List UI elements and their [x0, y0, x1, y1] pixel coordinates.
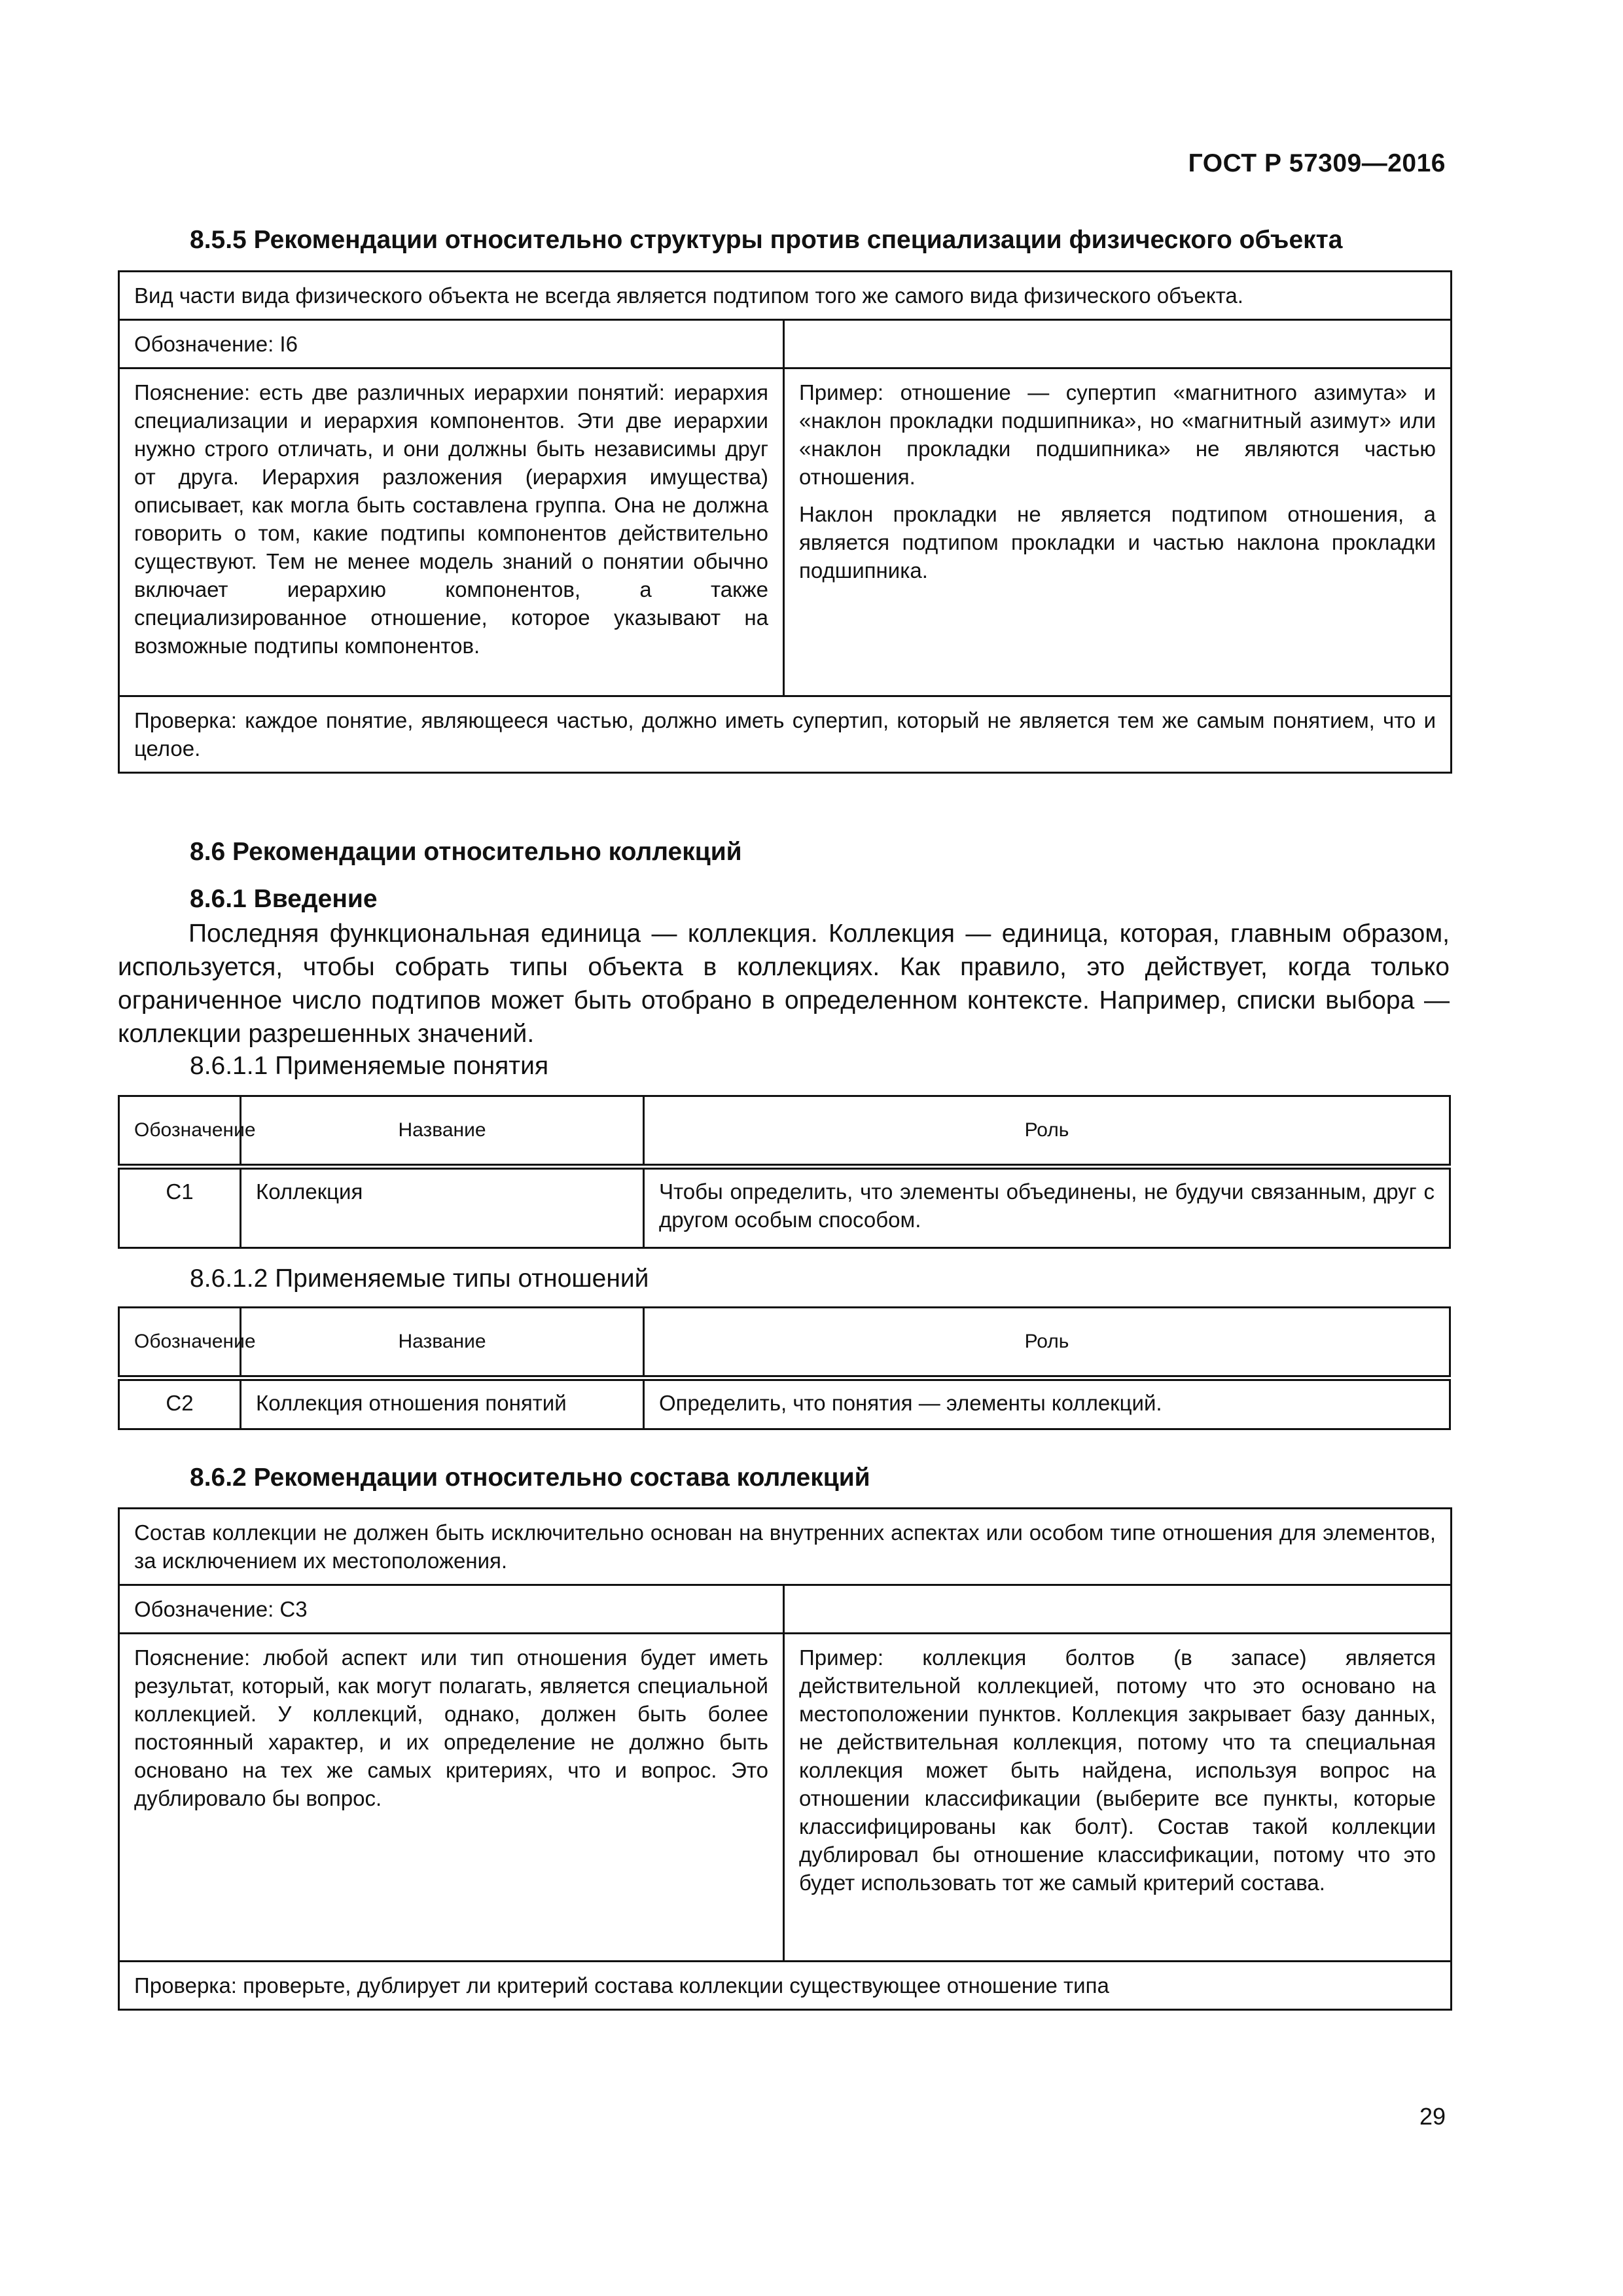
recommendation-table-c3 — [118, 1507, 1452, 2011]
example-paragraph: Наклон прокладки не является подтипом отношения, а является подтипом прокладки и частью наклона прокладки подшипника. — [799, 502, 1436, 583]
column-header-name: Название — [241, 1096, 644, 1167]
section-8-6-1-1-title: 8.6.1.1 Применяемые понятия — [190, 1052, 549, 1080]
empty-cell — [784, 1585, 1452, 1634]
column-header-role: Роль — [644, 1096, 1450, 1167]
statement-cell: Вид части вида физического объекта не всегда является подтипом того же самого вида физического объекта. — [119, 272, 1452, 320]
empty-cell — [784, 320, 1452, 368]
page-number: 29 — [1419, 2103, 1446, 2130]
name-cell: Коллекция — [241, 1167, 644, 1248]
column-header-code: Обозначение — [119, 1308, 241, 1378]
name-cell: Коллекция отношения понятий — [241, 1378, 644, 1429]
section-8-6-1-title: 8.6.1 Введение — [190, 885, 378, 913]
statement-cell: Состав коллекции не должен быть исключительно основан на внутренних аспектах или особом типе отношения для элементов, за исключением их местоположения. — [119, 1509, 1452, 1585]
example-cell: Пример: коллекция болтов (в запасе) является действительной коллекцией, потому что это основано на местоположении пунктов. Коллекция закрывает базу данных, не действительная коллекция, потому что та специальная коллекция может быть найдена, используя вопрос на отношении классификации (выберите все пункты, которые классифицированы как болт). Состав такой коллекции дублировал бы отношение классификации, потому что это будет использовать тот же самый критерий состава. — [784, 1634, 1452, 1962]
column-header-name: Название — [241, 1308, 644, 1378]
relations-table — [118, 1306, 1451, 1430]
role-cell: Чтобы определить, что элементы объединены, не будучи связанным, друг с другом особым способом. — [644, 1167, 1450, 1248]
explanation-cell: Пояснение: есть две различных иерархии понятий: иерархия специализации и иерархия компонентов. Эти две иерархии нужно строго отличать, и они должны быть независимы друг от друга. Иерархия разложения (иерархия имущества) описывает, как могла быть составлена группа. Она не должна говорить о том, какие подтипы компонентов действительно существуют. Тем не менее модель знаний о понятии обычно включает иерархию компонентов, а также специализированное отношение, которое указывают на возможные подтипы компонентов. — [119, 368, 784, 696]
check-cell: Проверка: проверьте, дублирует ли критерий состава коллекции существующее отношение типа — [119, 1962, 1452, 2010]
header-row — [119, 1308, 1450, 1378]
section-8-6-2-title: 8.6.2 Рекомендации относительно состава коллекций — [190, 1463, 870, 1492]
check-row — [119, 696, 1452, 773]
explanation-row — [119, 1634, 1452, 1962]
example-cell — [784, 368, 1452, 696]
section-8-6-1-2-title: 8.6.1.2 Применяемые типы отношений — [190, 1265, 649, 1293]
role-cell: Определить, что понятия — элементы коллекций. — [644, 1378, 1450, 1429]
recommendation-table-i6 — [118, 270, 1452, 774]
intro-paragraph: Последняя функциональная единица — коллекция. Коллекция — единица, которая, главным образом, используется, чтобы собрать типы объекта в коллекциях. Как правило, это действует, когда только ограниченное число подтипов может быть отобрано в определенном контексте. Например, списки выбора — коллекции разрешенных значений. — [118, 920, 1450, 1048]
column-header-role: Роль — [644, 1308, 1450, 1378]
section-8-6-title: 8.6 Рекомендации относительно коллекций — [190, 838, 742, 866]
standard-number: ГОСТ Р 57309—2016 — [1188, 149, 1446, 177]
check-row — [119, 1962, 1452, 2010]
designation-row — [119, 320, 1452, 368]
code-cell: C1 — [119, 1167, 241, 1248]
explanation-row — [119, 368, 1452, 696]
statement-row — [119, 272, 1452, 320]
designation-row — [119, 1585, 1452, 1634]
table-row — [119, 1167, 1450, 1248]
statement-row — [119, 1509, 1452, 1585]
designation-cell: Обозначение: I6 — [119, 320, 784, 368]
table-row — [119, 1378, 1450, 1429]
code-cell: C2 — [119, 1378, 241, 1429]
column-header-code: Обозначение — [119, 1096, 241, 1167]
section-8-5-5-title: 8.5.5 Рекомендации относительно структуры против специализации физического объекта — [190, 226, 1343, 254]
check-cell: Проверка: каждое понятие, являющееся частью, должно иметь супертип, который не является тем же самым понятием, что и целое. — [119, 696, 1452, 773]
designation-cell: Обозначение: C3 — [119, 1585, 784, 1634]
explanation-cell: Пояснение: любой аспект или тип отношения будет иметь результат, который, как могут полагать, является специальной коллекцией. У коллекций, однако, должен быть более постоянный характер, и их определение не должно быть основано на тех же самых критериях, что и вопрос. Это дублировало бы вопрос. — [119, 1634, 784, 1962]
header-row — [119, 1096, 1450, 1167]
example-paragraph: Пример: отношение — супертип «магнитного азимута» и «наклон прокладки подшипника», но «магнитный азимут» или «наклон прокладки подшипника» не являются частью отношения. — [799, 380, 1436, 489]
concepts-table — [118, 1095, 1451, 1249]
